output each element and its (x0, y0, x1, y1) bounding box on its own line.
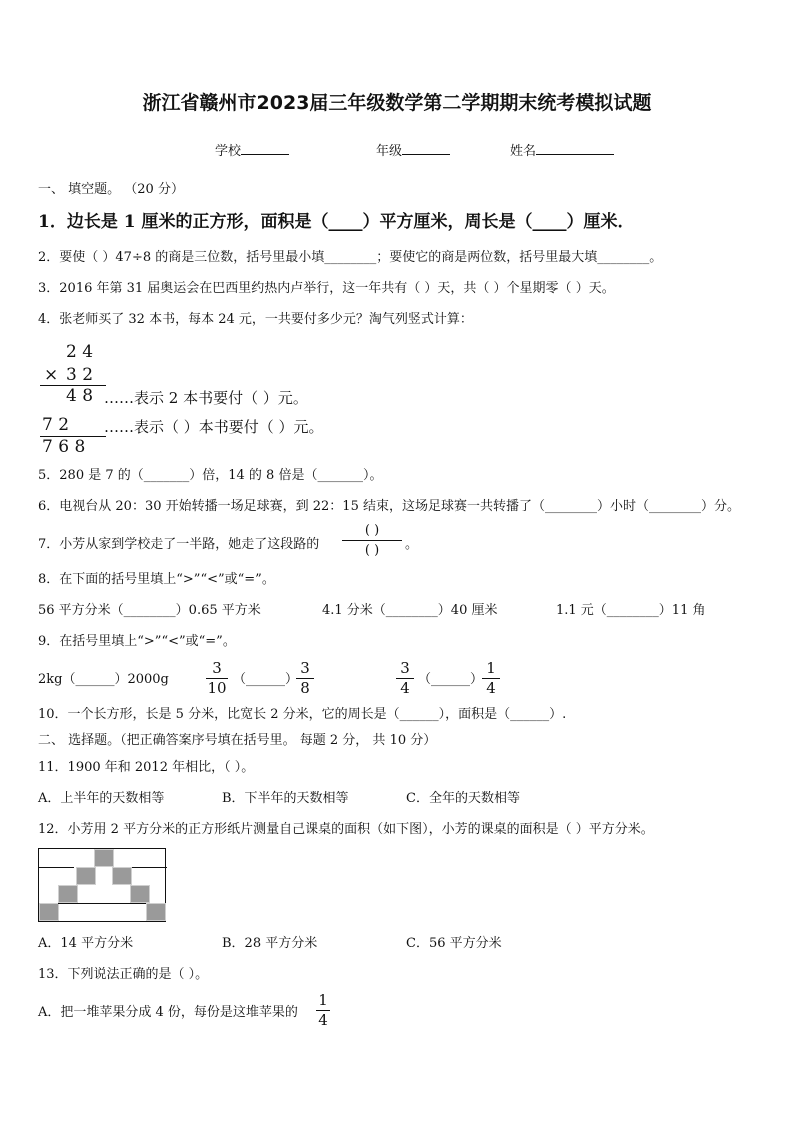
question-13: 13．下列说法正确的是（ ）。 (38, 967, 209, 982)
q9-c-den-1: 4 (400, 679, 410, 697)
paper-square (146, 903, 166, 921)
question-2: 2．要使（ ）47÷8 的商是三位数，括号里最小填________；要使它的商是两位数，括号里最大填________。 (38, 250, 663, 265)
q13-option-a[interactable]: A．把一堆苹果分成 4 份，每份是这堆苹果的 (38, 1005, 298, 1020)
paper-square (112, 867, 132, 885)
q9-c-blank: （______） (418, 672, 484, 687)
question-7: 7．小芳从家到学校走了一半路，她走了这段路的 (38, 537, 320, 552)
question-11: 11．1900 年和 2012 年相比，（ ）。 (38, 760, 255, 775)
q9-c-num-2: 1 (486, 659, 496, 677)
q8-item-1: 56 平方分米（________）0.65 平方米 (38, 603, 261, 618)
q9-item-1: 2kg（______）2000g (38, 672, 169, 687)
school-field[interactable] (215, 142, 289, 160)
calc-row-4: 7 2 (42, 415, 70, 435)
grade-label: 年级 (376, 144, 403, 159)
q11-option-a[interactable]: A．上半年的天数相等 (38, 791, 165, 806)
q7-denominator: ( ) (364, 543, 380, 558)
q13-a-fraction (316, 992, 330, 1029)
calc-row-4-note: ……表示（ ）本书要付（ ）元。 (104, 418, 324, 436)
calc-row-2: 3 2 (66, 365, 94, 385)
grade-field[interactable] (376, 142, 450, 160)
q7-numerator: ( ) (364, 523, 380, 538)
question-10: 10．一个长方形，长是 5 分米，比宽长 2 分米，它的周长是（______），面积是（______）. (38, 707, 567, 722)
q9-b-fraction-left (206, 660, 228, 697)
paper-square (94, 849, 114, 867)
name-label: 姓名 (510, 144, 537, 159)
q8-item-2: 4.1 分米（________）40 厘米 (322, 603, 498, 618)
paper-square (76, 867, 96, 885)
question-6: 6．电视台从 20：30 开始转播一场足球赛，到 22：15 结束，这场足球赛一共转播了（________）小时（________）分。 (38, 499, 740, 514)
q12-option-c[interactable]: C．56 平方分米 (406, 936, 502, 951)
name-field[interactable] (510, 142, 614, 160)
paper-square (130, 885, 150, 903)
q9-c-num-1: 3 (400, 659, 410, 677)
q7-fraction (342, 522, 402, 559)
paper-square (58, 885, 78, 903)
question-4: 4．张老师买了 32 本书，每本 24 元，一共要付多少元？淘气列竖式计算： (38, 312, 473, 327)
q9-b-fraction-right (296, 660, 314, 697)
q11-option-c[interactable]: C．全年的天数相等 (406, 791, 520, 806)
q7-end: 。 (405, 537, 419, 552)
question-1: 1．边长是 1 厘米的正方形，面积是（____）平方厘米，周长是（____）厘米． (38, 212, 635, 232)
q9-b-num-1: 3 (212, 659, 222, 677)
q12-option-b[interactable]: B．28 平方分米 (222, 936, 318, 951)
q9-b-den-1: 10 (207, 679, 227, 697)
q9-c-fraction-left (396, 660, 414, 697)
calc-row-1: 2 4 (66, 342, 94, 362)
question-5: 5．280 是 7 的（_______）倍，14 的 8 倍是（_______）。 (38, 468, 383, 483)
q9-c-den-2: 4 (486, 679, 496, 697)
q12-option-a[interactable]: A．14 平方分米 (38, 936, 134, 951)
question-9: 9．在括号里填上“>”“<”或“=”。 (38, 634, 236, 649)
section-2-heading: 二、 选择题。（把正确答案序号填在括号里。 每题 2 分， 共 10 分） (38, 733, 437, 748)
q9-c-fraction-right (482, 660, 500, 697)
q8-item-3: 1.1 元（________）11 角 (556, 603, 706, 618)
calc-row-3: 4 8 (66, 386, 94, 406)
q13-a-denominator: 4 (318, 1011, 328, 1029)
question-8: 8．在下面的括号里填上“>”“<”或“=”。 (38, 572, 275, 587)
q13-a-numerator: 1 (318, 991, 328, 1009)
question-3: 3．2016 年第 31 届奥运会在巴西里约热内卢举行，这一年共有（ ）天，共（ ）个星期零（ ）天。 (38, 281, 615, 296)
question-12: 12．小芳用 2 平方分米的正方形纸片测量自己课桌的面积（如下图），小芳的课桌的面积是（ ）平方分米。 (38, 822, 654, 837)
q9-b-blank: （______） (233, 672, 299, 687)
calc-multiply-sign: × (44, 365, 59, 385)
figure-line (39, 867, 74, 868)
calc-row-5: 7 6 8 (42, 437, 86, 457)
q9-b-den-2: 8 (300, 679, 310, 697)
section-1-heading: 一、 填空题。 （20 分） (38, 182, 184, 197)
desk-figure (38, 848, 166, 922)
figure-line (58, 903, 146, 904)
q9-b-num-2: 3 (300, 659, 310, 677)
school-label: 学校 (215, 144, 242, 159)
paper-square (39, 903, 59, 921)
calc-row-3-note: ……表示 2 本书要付（ ）元。 (104, 389, 308, 407)
figure-line (132, 867, 167, 868)
q11-option-b[interactable]: B．下半年的天数相等 (222, 791, 349, 806)
page-title: 浙江省赣州市2023届三年级数学第二学期期末统考模拟试题 (142, 92, 652, 114)
